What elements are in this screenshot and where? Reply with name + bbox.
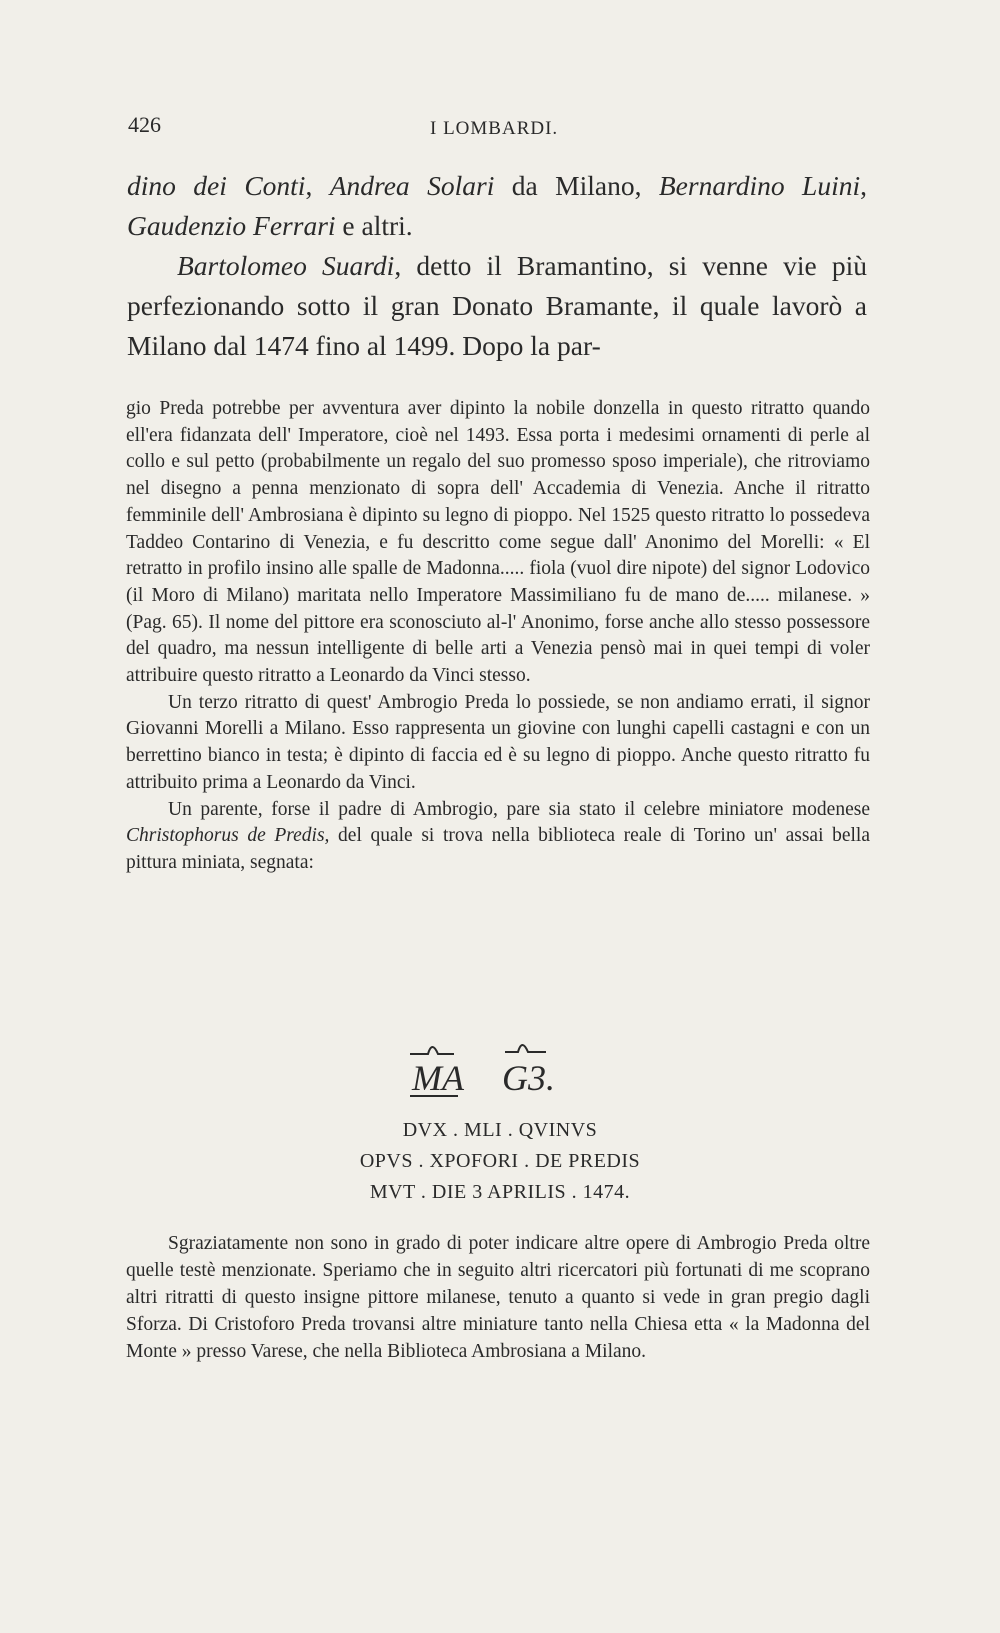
paragraph-third-portrait: Un terzo ritratto di quest' Ambrogio Preda lo possiede, se non andiamo errati, il signor Giovanni Morelli a Milano. Esso rappresenta un giovine con lunghi capelli castagni e con un berrettino bianco in testa; è dipinto di faccia ed è su legno di pioppo. Anche questo ritratto fu attribuito prima a Leonardo da Vinci. xyxy=(126,691,870,793)
large-print-text xyxy=(127,166,867,366)
inscription xyxy=(250,1115,750,1208)
text-run: del quale si trova nella biblioteca reale di Torino un' assai bella pittura miniata, segnata: xyxy=(126,825,871,873)
big-paragraph-1 xyxy=(127,166,867,246)
inscription-line-1: DVX . MLI . QVINVS xyxy=(402,1119,598,1141)
italic-name: Christophorus de Predis, xyxy=(126,825,330,847)
monogram-left: MA xyxy=(412,1058,464,1098)
page-number: 426 xyxy=(128,112,161,137)
paragraph-preda-portrait: gio Preda potrebbe per avventura aver dipinto la nobile donzella in questo ritratto quando ell'era fidanzata dell' Imperatore, cioè nel 1493. Essa porta i medesimi ornamenti di perle al collo e sul petto (probabilmente un regalo del suo promesso sposo imperiale), che ritroviamo nel disegno a penna menzionato di sopra dell' Accademia di Venezia. Anche il ritratto femminile dell' Ambrosiana è dipinto su legno di pioppo. Nel 1525 questo ritratto lo possedeva Taddeo Contarino di Venezia, e fu descritto come segue dall' Anonimo del Morelli: « El retratto in profilo insino alle spalle de Madonna..... fiola (vuol dire nipote) del signor Lodovico (il Moro di Milano) maritata nello Imperatore Massimiliano fu de mano de..... milanese. » (Pag. 65). Il nome del pittore era sconosciuto al-l' Anonimo, forse anche allo stesso possessore del quadro, ma nessun intelligente di belle arti a Venezia pensò mai in quei tempi di voler attribuire questo ritratto a Leonardo da Vinci stesso. xyxy=(126,398,870,687)
text-run: , detto il Bramantino, si venne vie più perfezionando sotto il gran Donato Bramante, il quale lavorò a Milano dal 1474 fino al 1499. Dopo la par- xyxy=(127,250,867,361)
italic-name: Andrea Solari xyxy=(329,170,495,201)
italic-name: Gaudenzio Ferrari xyxy=(127,210,336,241)
monogram-right: G3. xyxy=(502,1058,555,1098)
paragraph-closing: Sgraziatamente non sono in grado di poter indicare altre opere di Ambrogio Preda oltre quelle testè menzionate. Speriamo che in seguito altri ricercatori più fortunati di me scoprano altri ritratti di questo insigne pittore milanese, tenuto a quanto si vede in gran pregio dagli Sforza. Di Cristoforo Preda trovansi altre miniature tanto nella Chiesa etta « la Madonna del Monte » presso Varese, che nella Biblioteca Ambrosiana a Milano. xyxy=(126,1233,870,1362)
italic-name: Bernardino Luini xyxy=(658,170,861,201)
inscription-line-2: OPVS . XPOFORI . DE PREDIS xyxy=(359,1150,641,1172)
page-header xyxy=(128,112,868,152)
italic-name: dino dei Conti xyxy=(127,170,306,201)
monogram-signature xyxy=(370,1032,610,1102)
closing-text xyxy=(126,1230,870,1365)
italic-name: Bartolomeo Suardi xyxy=(177,250,395,281)
paragraph-christophorus xyxy=(126,797,870,877)
text-run: e altri. xyxy=(335,210,413,241)
text-run: Un parente, forse il padre di Ambrogio, pare sia stato il celebre miniatore modenese xyxy=(168,798,870,820)
big-paragraph-2 xyxy=(127,246,867,366)
running-head: I LOMBARDI. xyxy=(430,118,559,139)
small-print-text xyxy=(126,396,870,877)
text-run: da Milano, xyxy=(494,170,659,201)
inscription-line-3: MVT . DIE 3 APRILIS . 1474. xyxy=(369,1181,631,1203)
text-run: , xyxy=(860,170,868,201)
text-run: , xyxy=(305,170,330,201)
